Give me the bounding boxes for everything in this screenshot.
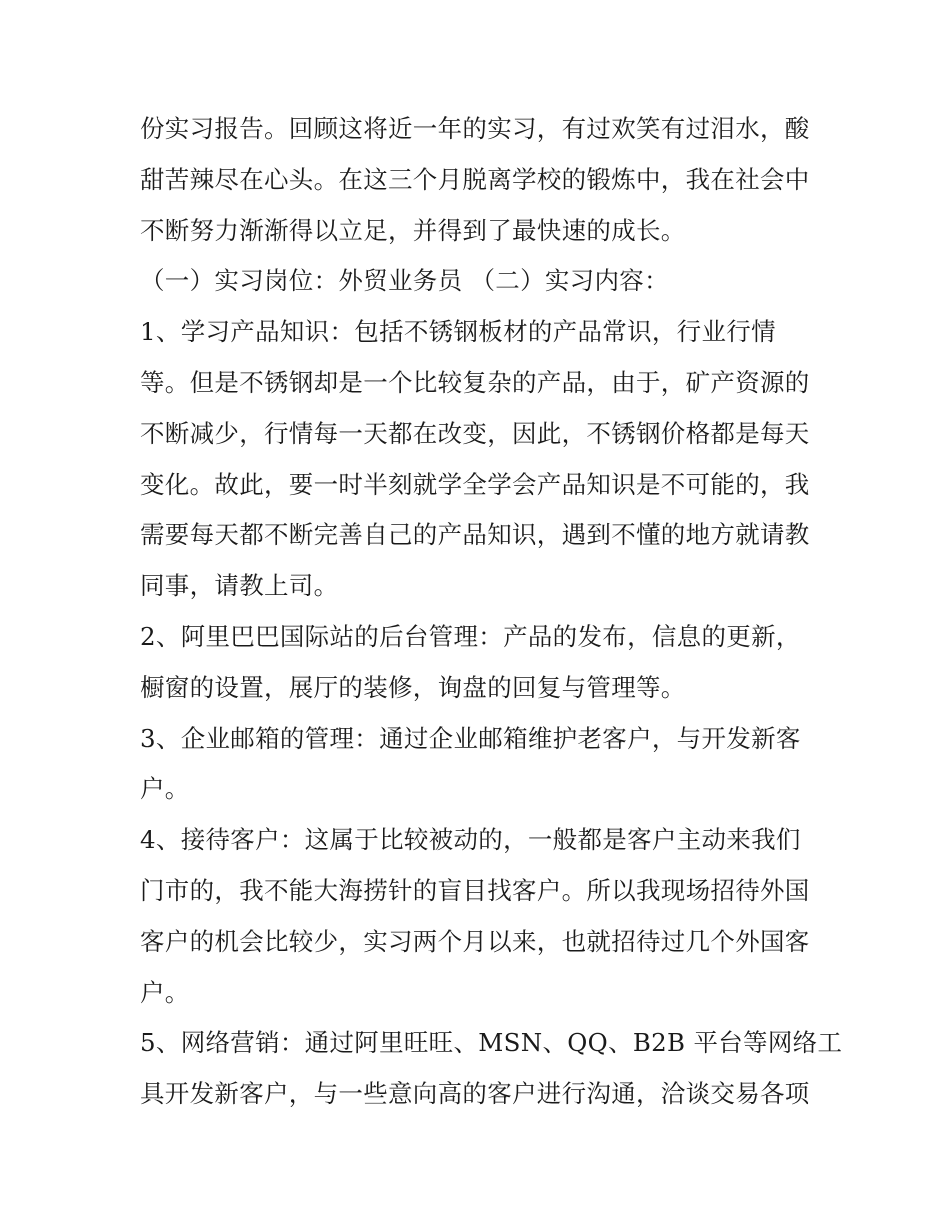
text-line: 变化。故此，要一时半刻就学全学会产品知识是不可能的，我 xyxy=(140,469,810,499)
text-line: 等。但是不锈钢却是一个比较复杂的产品，由于，矿产资源的 xyxy=(140,367,810,397)
text-line: 具开发新客户，与一些意向高的客户进行沟通，洽谈交易各项 xyxy=(140,1079,810,1109)
text-line: 户。 xyxy=(140,774,190,804)
text-line: 不断减少，行情每一天都在改变，因此，不锈钢价格都是每天 xyxy=(140,418,810,448)
text-line: 门市的，我不能大海捞针的盲目找客户。所以我现场招待外国 xyxy=(140,875,810,905)
list-item-4-line: 4、接待客户：这属于比较被动的，一般都是客户主动来我们 xyxy=(140,825,801,855)
list-item-1-line: 1、学习产品知识：包括不锈钢板材的产品常识，行业行情 xyxy=(140,317,776,347)
list-item-2-line: 2、阿里巴巴国际站的后台管理：产品的发布，信息的更新， xyxy=(140,621,801,651)
text-line: 甜苦辣尽在心头。在这三个月脱离学校的锻炼中，我在社会中 xyxy=(140,164,810,194)
text-line: 橱窗的设置，展厅的装修，询盘的回复与管理等。 xyxy=(140,672,686,702)
text-line: 不断努力渐渐得以立足，并得到了最快速的成长。 xyxy=(140,215,686,245)
section-heading-line: （一）实习岗位：外贸业务员 （二）实习内容： xyxy=(140,266,669,296)
text-line: 客户的机会比较少，实习两个月以来，也就招待过几个外国客 xyxy=(140,926,810,956)
list-item-3-line: 3、企业邮箱的管理：通过企业邮箱维护老客户，与开发新客 xyxy=(140,723,801,753)
text-line: 份实习报告。回顾这将近一年的实习，有过欢笑有过泪水，酸 xyxy=(140,114,810,143)
text-line: 户。 xyxy=(140,977,190,1007)
list-item-5-line: 5、网络营销：通过阿里旺旺、MSN、QQ、B2B 平台等网络工 xyxy=(140,1028,843,1058)
text-line: 同事，请教上司。 xyxy=(140,571,339,601)
text-line: 需要每天都不断完善自己的产品知识，遇到不懂的地方就请教 xyxy=(140,520,810,550)
body-text xyxy=(140,104,843,1120)
